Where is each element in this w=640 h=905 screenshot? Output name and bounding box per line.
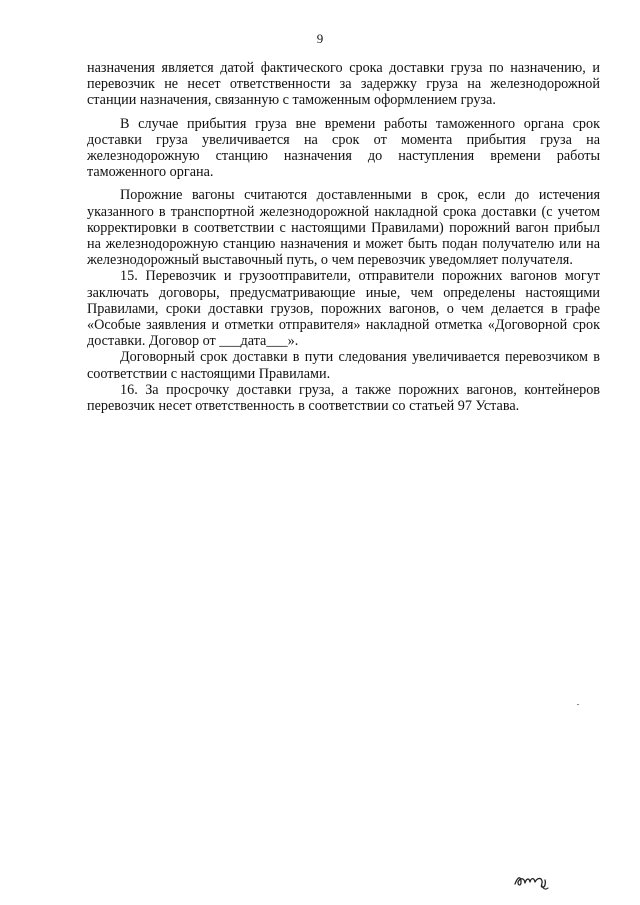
signature-initials: [512, 867, 562, 891]
paragraph-customs-delay: В случае прибытия груза вне времени работы таможенного органа срок доставки груза увеличивается на срок от момента прибытия груза на железнодорожную станцию назначения до наступления времени работы таможенного органа.: [87, 115, 600, 181]
document-body: [87, 60, 600, 414]
paragraph-item-16: 16. За просрочку доставки груза, а также порожних вагонов, контейнеров перевозчик несет ответственность в соответствии со статьей 97 Устава.: [87, 381, 600, 415]
paragraph-item-15: 15. Перевозчик и грузоотправители, отправители порожних вагонов могут заключать договоры, предусматривающие иные, чем определены настоящими Правилами, сроки доставки грузов, порожних вагонов, о чем делается в графе «Особые заявления и отметки отправителя» накладной отметка «Договорной срок доставки. Договор от ___дата___».: [87, 268, 600, 350]
paragraph-continuation: назначения является датой фактического срока доставки груза по назначению, и перевозчик не несет ответственности за задержку груза на железнодорожной станции назначения, связанную с таможенным оформлением груза.: [87, 60, 600, 109]
paragraph-contract-term: Договорный срок доставки в пути следования увеличивается перевозчиком в соответствии с настоящими Правилами.: [87, 349, 600, 382]
paragraph-empty-wagons: Порожние вагоны считаются доставленными в срок, если до истечения указанного в транспортной железнодорожной накладной срока доставки (с учетом корректировки в соответствии с настоящими Правилами) порожний вагон прибыл на железнодорожную станцию назначения и может быть подан получателю или на железнодорожный выставочный путь, о чем перевозчик уведомляет получателя.: [87, 187, 600, 269]
page-number: 9: [316, 31, 324, 46]
scan-speck: [577, 704, 579, 705]
